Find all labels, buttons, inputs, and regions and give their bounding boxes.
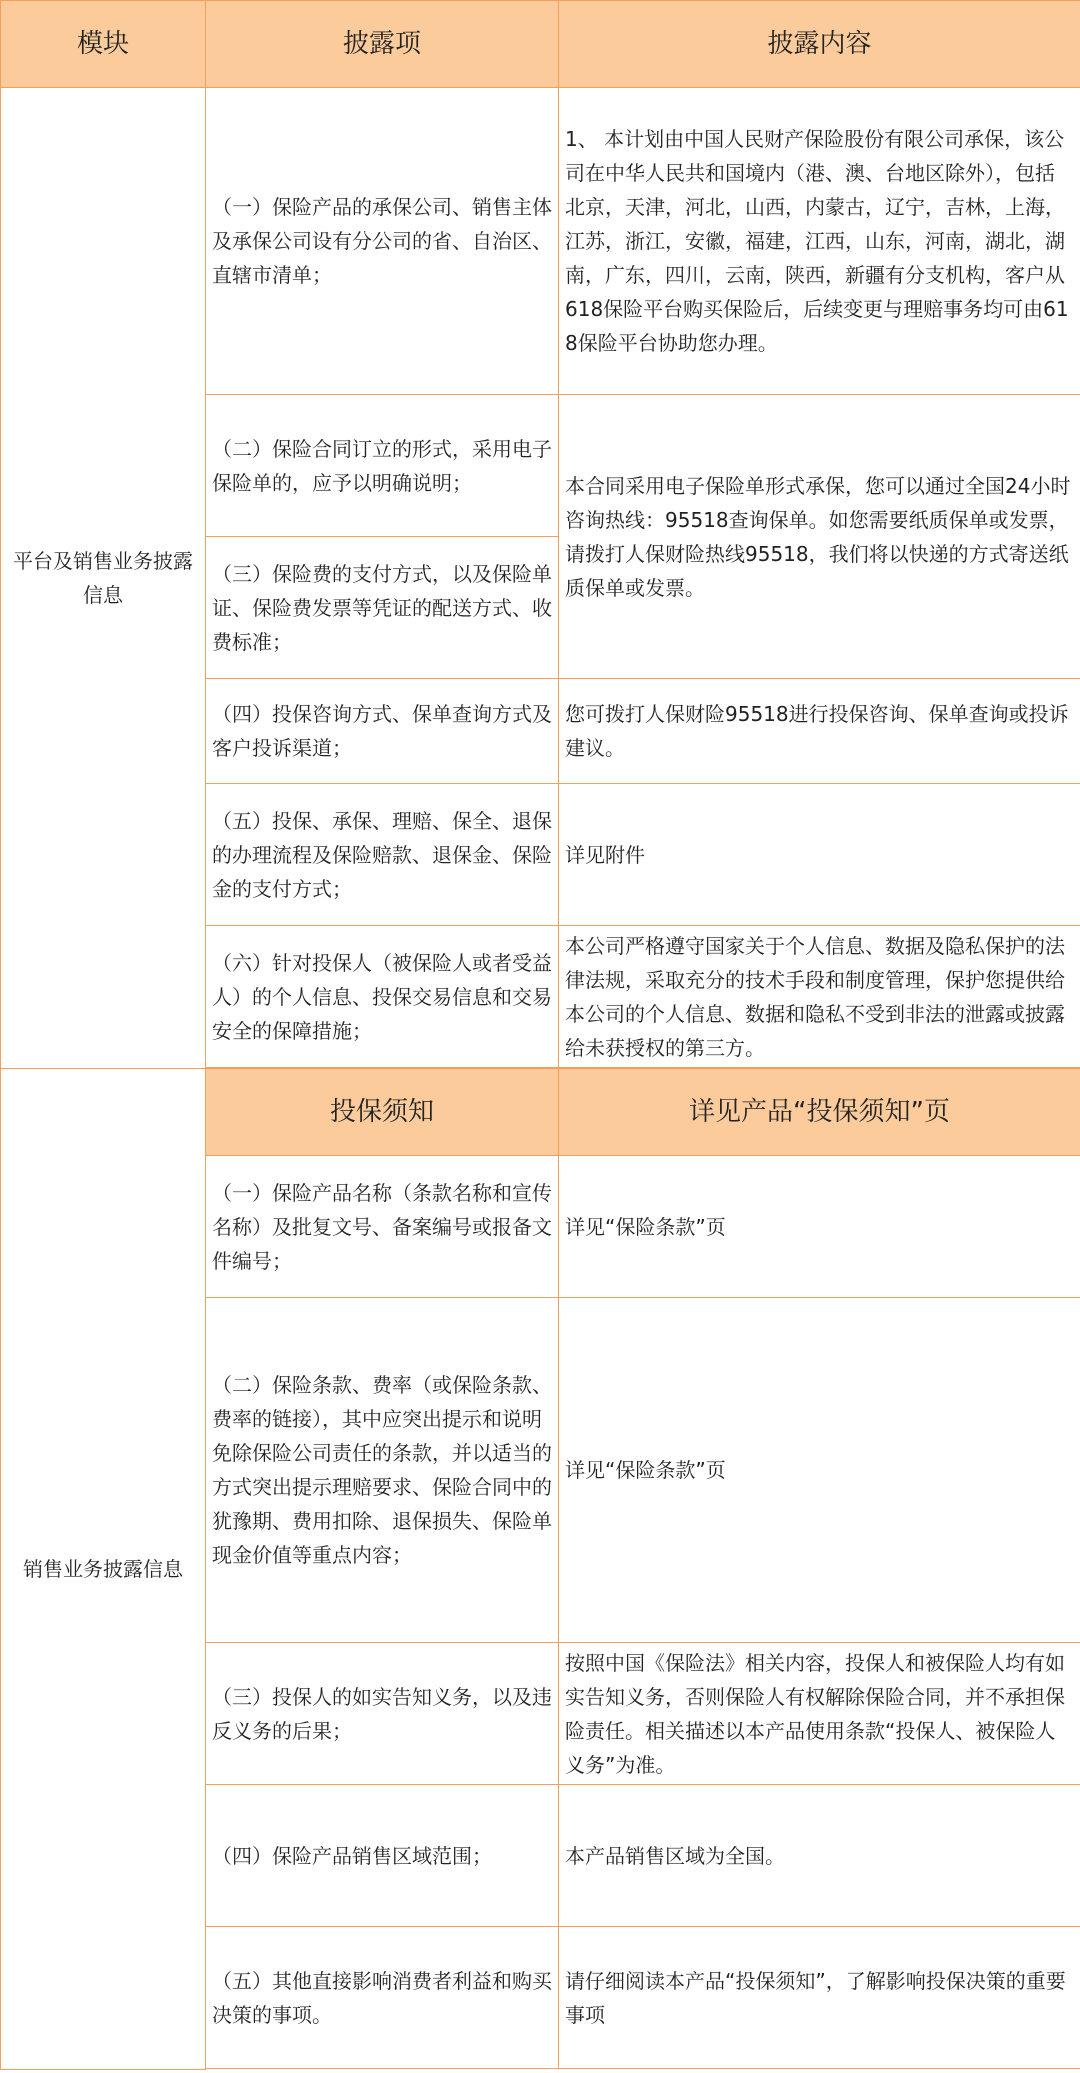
content-cell: 1、 本计划由中国人民财产保险股份有限公司承保，该公司在中华人民共和国境内（港、澳、台地区除外），包括北京，天津，河北，山西，内蒙古，辽宁，吉林，上海，江苏，浙江，安徽，福建，江西，山东，河南，湖北，湖南，广东，四川，云南，陕西，新疆有分支机构，客户从618保险平台购买保险后，后续变更与理赔事务均可由618保险平台协助您办理。 bbox=[559, 88, 1080, 395]
item-cell: （二）保险合同订立的形式，采用电子保险单的，应予以明确说明； bbox=[206, 395, 559, 537]
content-cell: 本合同采用电子保险单形式承保，您可以通过全国24小时咨询热线：95518查询保单。如您需要纸质保单或发票，请拨打人保财险热线95518，我们将以快递的方式寄送纸质保单或发票。 bbox=[559, 395, 1080, 679]
module-cell-platform: 平台及销售业务披露信息 bbox=[1, 88, 206, 1069]
table-header-row bbox=[1, 1, 1080, 88]
content-cell: 详见附件 bbox=[559, 784, 1080, 926]
content-cell: 按照中国《保险法》相关内容，投保人和被保险人均有如实告知义务，否则保险人有权解除保险合同，并不承担保险责任。相关描述以本产品使用条款“投保人、被保险人义务”为准。 bbox=[559, 1643, 1080, 1785]
content-cell: 本公司严格遵守国家关于个人信息、数据及隐私保护的法律法规，采取充分的技术手段和制度管理，保护您提供给本公司的个人信息、数据和隐私不受到非法的泄露或披露给未获授权的第三方。 bbox=[559, 926, 1080, 1068]
subheader-content: 详见产品“投保须知”页 bbox=[559, 1069, 1080, 1156]
table-subheader-row bbox=[1, 1069, 1080, 1156]
header-content: 披露内容 bbox=[559, 1, 1080, 88]
content-cell: 详见“保险条款”页 bbox=[559, 1298, 1080, 1643]
item-cell: （二）保险条款、费率（或保险条款、费率的链接），其中应突出提示和说明免除保险公司责任的条款，并以适当的方式突出提示理赔要求、保险合同中的犹豫期、费用扣除、退保损失、保险单现金价值等重点内容； bbox=[206, 1298, 559, 1643]
header-item: 披露项 bbox=[206, 1, 559, 88]
content-cell: 您可拨打人保财险95518进行投保咨询、保单查询或投诉建议。 bbox=[559, 679, 1080, 784]
subheader-item: 投保须知 bbox=[206, 1069, 559, 1156]
item-cell: （四）投保咨询方式、保单查询方式及客户投诉渠道； bbox=[206, 679, 559, 784]
module-cell-sales: 销售业务披露信息 bbox=[1, 1069, 206, 2070]
item-cell: （五）投保、承保、理赔、保全、退保的办理流程及保险赔款、退保金、保险金的支付方式； bbox=[206, 784, 559, 926]
item-cell: （五）其他直接影响消费者利益和购买决策的事项。 bbox=[206, 1927, 559, 2069]
content-cell: 详见“保险条款”页 bbox=[559, 1156, 1080, 1298]
content-cell: 请仔细阅读本产品“投保须知”，了解影响投保决策的重要事项 bbox=[559, 1927, 1080, 2069]
item-cell: （一）保险产品名称（条款名称和宣传名称）及批复文号、备案编号或报备文件编号； bbox=[206, 1156, 559, 1298]
table-row bbox=[1, 88, 1080, 395]
item-cell: （三）保险费的支付方式，以及保险单证、保险费发票等凭证的配送方式、收费标准； bbox=[206, 537, 559, 679]
item-cell: （四）保险产品销售区域范围； bbox=[206, 1785, 559, 1927]
content-cell: 本产品销售区域为全国。 bbox=[559, 1785, 1080, 1927]
item-cell: （一）保险产品的承保公司、销售主体及承保公司设有分公司的省、自治区、直辖市清单； bbox=[206, 88, 559, 395]
header-module: 模块 bbox=[1, 1, 206, 88]
item-cell: （三）投保人的如实告知义务，以及违反义务的后果； bbox=[206, 1643, 559, 1785]
item-cell: （六）针对投保人（被保险人或者受益人）的个人信息、投保交易信息和交易安全的保障措施； bbox=[206, 926, 559, 1068]
